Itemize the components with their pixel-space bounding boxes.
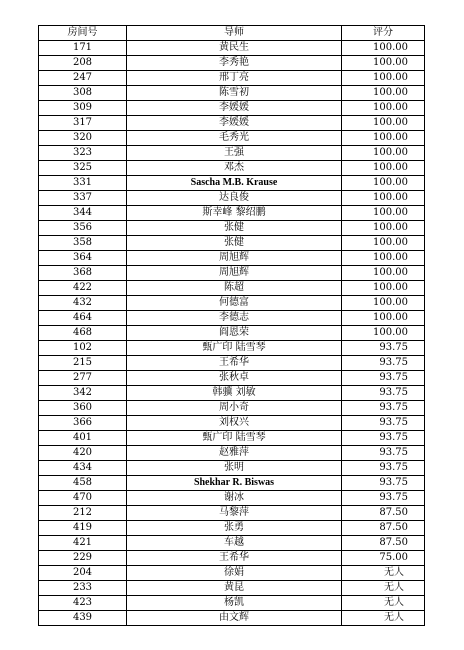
table-row (39, 41, 425, 56)
table-row (39, 296, 425, 311)
score-cell: 100.00 (342, 176, 425, 191)
score-cell: 100.00 (342, 131, 425, 146)
room-cell: 208 (39, 56, 127, 71)
mentor-cell: 阎恩荣 (127, 326, 342, 341)
room-cell: 344 (39, 206, 127, 221)
room-cell: 320 (39, 131, 127, 146)
room-cell: 434 (39, 461, 127, 476)
table-row (39, 86, 425, 101)
room-cell: 356 (39, 221, 127, 236)
room-cell: 421 (39, 536, 127, 551)
table-row (39, 191, 425, 206)
score-cell: 100.00 (342, 206, 425, 221)
room-cell: 204 (39, 566, 127, 581)
mentor-cell: 毛秀光 (127, 131, 342, 146)
score-cell: 100.00 (342, 146, 425, 161)
table-row (39, 476, 425, 491)
mentor-cell: 刘权兴 (127, 416, 342, 431)
score-cell: 100.00 (342, 311, 425, 326)
mentor-cell: 赵雅萍 (127, 446, 342, 461)
table-row (39, 236, 425, 251)
room-cell: 337 (39, 191, 127, 206)
table-row (39, 461, 425, 476)
score-cell: 100.00 (342, 236, 425, 251)
score-cell: 100.00 (342, 281, 425, 296)
table-row (39, 536, 425, 551)
score-cell: 无人 (342, 596, 425, 611)
mentor-cell: 韩骥 刘敏 (127, 386, 342, 401)
room-cell: 360 (39, 401, 127, 416)
mentor-cell: 张秋卓 (127, 371, 342, 386)
room-cell: 366 (39, 416, 127, 431)
mentor-cell: 斯幸峰 黎绍鹏 (127, 206, 342, 221)
table-row (39, 581, 425, 596)
room-cell: 212 (39, 506, 127, 521)
table-row (39, 596, 425, 611)
mentor-cell: 何德富 (127, 296, 342, 311)
table-row (39, 251, 425, 266)
mentor-cell: 张健 (127, 221, 342, 236)
score-cell: 100.00 (342, 71, 425, 86)
table-row (39, 206, 425, 221)
score-cell: 100.00 (342, 326, 425, 341)
header-room: 房间号 (39, 26, 127, 41)
mentor-cell: 张明 (127, 461, 342, 476)
score-cell: 无人 (342, 566, 425, 581)
room-cell: 422 (39, 281, 127, 296)
mentor-cell: 陈雪初 (127, 86, 342, 101)
mentor-cell: 达良俊 (127, 191, 342, 206)
table-row (39, 116, 425, 131)
room-cell: 323 (39, 146, 127, 161)
score-cell: 100.00 (342, 41, 425, 56)
table-row (39, 386, 425, 401)
score-cell: 93.75 (342, 491, 425, 506)
mentor-cell: 张健 (127, 236, 342, 251)
table-row (39, 71, 425, 86)
table-row (39, 161, 425, 176)
table-row (39, 341, 425, 356)
room-cell: 470 (39, 491, 127, 506)
mentor-cell: 谢冰 (127, 491, 342, 506)
header-score: 评分 (342, 26, 425, 41)
room-cell: 325 (39, 161, 127, 176)
room-cell: 364 (39, 251, 127, 266)
score-cell: 93.75 (342, 461, 425, 476)
room-cell: 464 (39, 311, 127, 326)
score-cell: 93.75 (342, 431, 425, 446)
score-cell: 100.00 (342, 161, 425, 176)
score-cell: 100.00 (342, 296, 425, 311)
room-cell: 420 (39, 446, 127, 461)
score-cell: 100.00 (342, 56, 425, 71)
table-row (39, 371, 425, 386)
score-cell: 100.00 (342, 191, 425, 206)
score-cell: 75.00 (342, 551, 425, 566)
table-row (39, 431, 425, 446)
score-cell: 93.75 (342, 476, 425, 491)
mentor-cell: 周旭辉 (127, 251, 342, 266)
table-body (39, 41, 425, 626)
mentor-cell: 王希华 (127, 551, 342, 566)
header-row (39, 26, 425, 41)
score-cell: 93.75 (342, 446, 425, 461)
mentor-cell: 甄广印 陆雪琴 (127, 431, 342, 446)
table-row (39, 281, 425, 296)
mentor-cell: 马黎萍 (127, 506, 342, 521)
table-row (39, 146, 425, 161)
room-cell: 468 (39, 326, 127, 341)
table-row (39, 311, 425, 326)
mentor-cell: Sascha M.B. Krause (127, 176, 342, 191)
score-cell: 无人 (342, 581, 425, 596)
table-row (39, 176, 425, 191)
score-cell: 100.00 (342, 251, 425, 266)
table-row (39, 56, 425, 71)
room-cell: 233 (39, 581, 127, 596)
room-cell: 458 (39, 476, 127, 491)
score-cell: 100.00 (342, 86, 425, 101)
table-row (39, 101, 425, 116)
score-cell: 87.50 (342, 506, 425, 521)
score-cell: 93.75 (342, 401, 425, 416)
mentor-cell: 李德志 (127, 311, 342, 326)
mentor-cell: 李媛媛 (127, 101, 342, 116)
score-sheet (38, 25, 425, 626)
table-row (39, 521, 425, 536)
room-cell: 419 (39, 521, 127, 536)
room-cell: 171 (39, 41, 127, 56)
mentor-cell: 徐娟 (127, 566, 342, 581)
room-cell: 317 (39, 116, 127, 131)
mentor-cell: 邢丁亮 (127, 71, 342, 86)
room-cell: 342 (39, 386, 127, 401)
mentor-cell: 王希华 (127, 356, 342, 371)
mentor-cell: 周旭辉 (127, 266, 342, 281)
table-row (39, 356, 425, 371)
table-row (39, 611, 425, 626)
score-cell: 87.50 (342, 536, 425, 551)
table-row (39, 326, 425, 341)
score-cell: 100.00 (342, 116, 425, 131)
table-row (39, 401, 425, 416)
table-row (39, 266, 425, 281)
room-cell: 277 (39, 371, 127, 386)
table-row (39, 446, 425, 461)
score-cell: 93.75 (342, 341, 425, 356)
mentor-cell: 李媛媛 (127, 116, 342, 131)
mentor-cell: 黄昆 (127, 581, 342, 596)
room-cell: 401 (39, 431, 127, 446)
mentor-cell: 杨凯 (127, 596, 342, 611)
room-cell: 358 (39, 236, 127, 251)
table-row (39, 566, 425, 581)
table-row (39, 551, 425, 566)
room-cell: 309 (39, 101, 127, 116)
mentor-cell: 李秀艳 (127, 56, 342, 71)
score-cell: 100.00 (342, 101, 425, 116)
mentor-cell: 王强 (127, 146, 342, 161)
room-cell: 215 (39, 356, 127, 371)
score-cell: 93.75 (342, 386, 425, 401)
score-cell: 无人 (342, 611, 425, 626)
room-cell: 331 (39, 176, 127, 191)
score-cell: 100.00 (342, 221, 425, 236)
table-row (39, 221, 425, 236)
room-score-table (38, 25, 425, 626)
mentor-cell: 车越 (127, 536, 342, 551)
score-cell: 93.75 (342, 371, 425, 386)
table-row (39, 131, 425, 146)
room-cell: 229 (39, 551, 127, 566)
room-cell: 432 (39, 296, 127, 311)
mentor-cell: 陈超 (127, 281, 342, 296)
mentor-cell: 周小奇 (127, 401, 342, 416)
room-cell: 423 (39, 596, 127, 611)
mentor-cell: Shekhar R. Biswas (127, 476, 342, 491)
mentor-cell: 黄民生 (127, 41, 342, 56)
header-mentor: 导师 (127, 26, 342, 41)
score-cell: 93.75 (342, 416, 425, 431)
mentor-cell: 张勇 (127, 521, 342, 536)
mentor-cell: 甄广印 陆雪琴 (127, 341, 342, 356)
mentor-cell: 邓杰 (127, 161, 342, 176)
table-row (39, 416, 425, 431)
room-cell: 308 (39, 86, 127, 101)
mentor-cell: 由文辉 (127, 611, 342, 626)
table-row (39, 491, 425, 506)
score-cell: 100.00 (342, 266, 425, 281)
score-cell: 93.75 (342, 356, 425, 371)
room-cell: 368 (39, 266, 127, 281)
room-cell: 247 (39, 71, 127, 86)
score-cell: 87.50 (342, 521, 425, 536)
table-row (39, 506, 425, 521)
room-cell: 439 (39, 611, 127, 626)
room-cell: 102 (39, 341, 127, 356)
